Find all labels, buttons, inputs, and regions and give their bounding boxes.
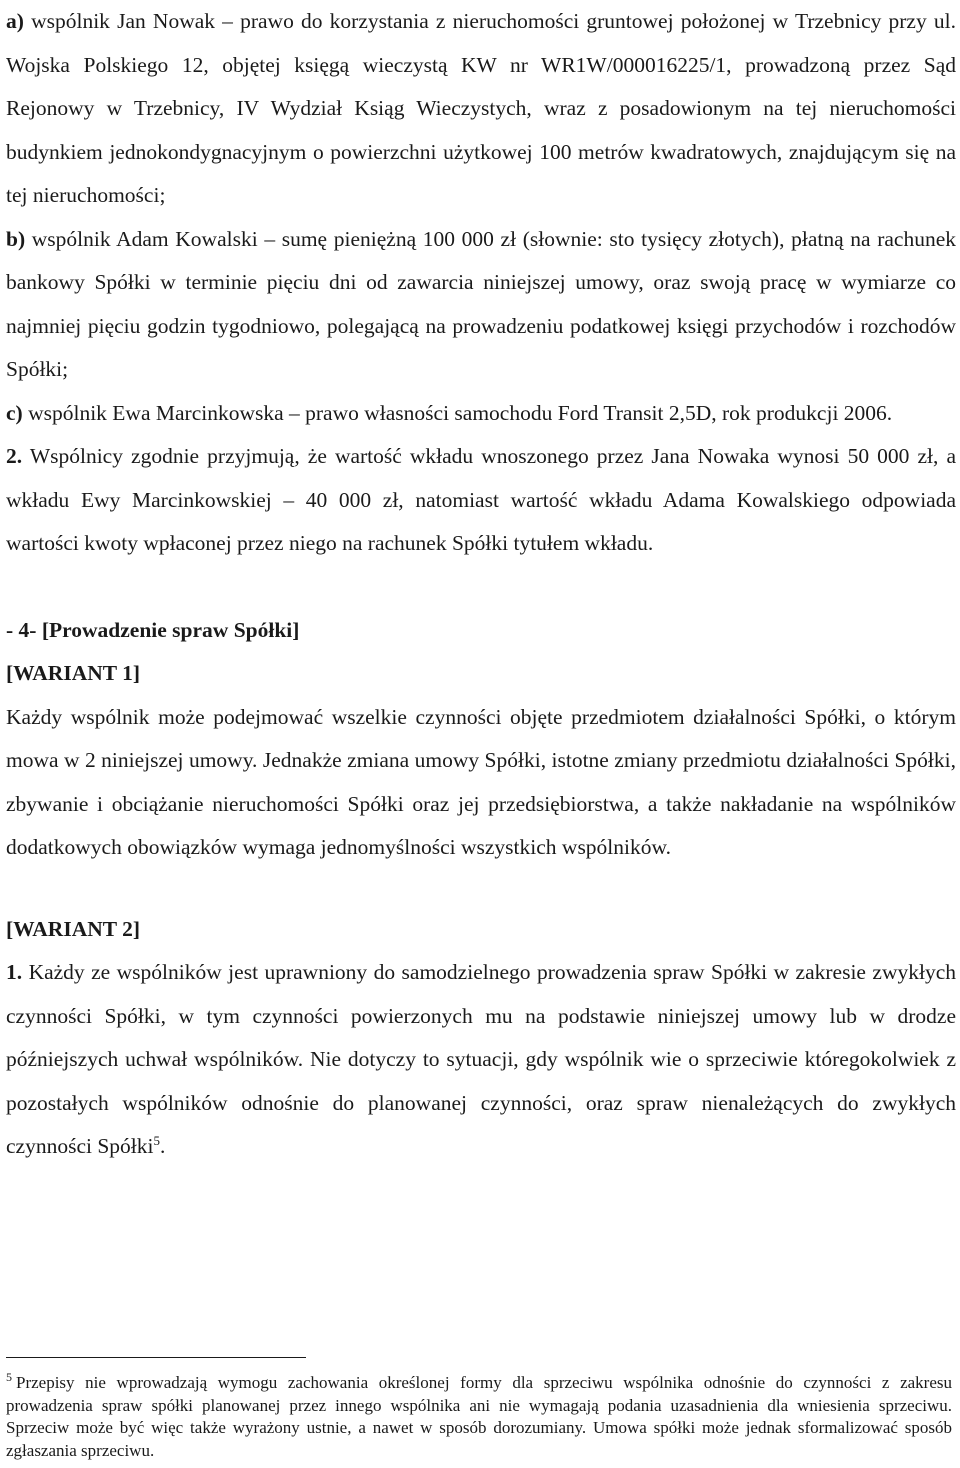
paragraph-a <box>6 0 956 218</box>
footnote-number: 5 <box>6 1370 12 1385</box>
paragraph-2 <box>6 435 956 566</box>
paragraph-b-marker: b) <box>6 226 26 251</box>
document-page <box>6 0 956 1169</box>
variant-2-marker: 1. <box>6 960 23 984</box>
paragraph-c-marker: c) <box>6 400 23 425</box>
paragraph-b <box>6 218 956 392</box>
variant-1-label: [WARIANT 1] <box>6 661 140 685</box>
paragraph-c <box>6 392 956 436</box>
paragraph-b-text: wspólnik Adam Kowalski – sumę pieniężną 100 000 zł (słownie: sto tysięcy złotych), płatną na rachunek bankowy Spółki w terminie pięciu dni od zawarcia niniejszej umowy, oraz swoją pracę w wymiarze co najmniej pięciu godzin tygodniowo, polegającą na prowadzeniu podatkowej księgi przychodów i rozchodów Spółki; <box>6 226 957 381</box>
variant-1-text: Każdy wspólnik może podejmować wszelkie czynności objęte przedmiotem działalności Spółki, o którym mowa w 2 niniejszej umowy. Jednakże zmiana umowy Spółki, istotne zmiany przedmiotu działalności Spółki, zbywanie i obciążanie nieruchomości Spółki oraz jej przedsiębiorstwa, a także nakładanie na wspólników dodatkowych obowiązków wymaga jednomyślności wszystkich wspólników. <box>6 704 956 859</box>
paragraph-2-marker: 2. <box>6 444 23 468</box>
paragraph-a-marker: a) <box>6 9 24 33</box>
paragraph-a-text: wspólnik Jan Nowak – prawo do korzystania z nieruchomości gruntowej położonej w Trzebnicy przy ul. Wojska Polskiego 12, objętej księgą wieczystą KW nr WR1W/000016225/1, prowadzoną przez Sąd Rejonowy w Trzebnicy, IV Wydział Ksiąg Wieczystych, wraz z posadowionym na tej nieruchomości budynkiem jednokondygnacyjnym o powierzchni użytkowej 100 metrów kwadratowych, znajdującym się na tej nieruchomości; <box>6 9 956 207</box>
footnote-text: Przepisy nie wprowadzają wymogu zachowania określonej formy dla sprzeciwu wspólnika odnośnie do czynności z zakresu prowadzenia spraw spółki planowanej przez innego wspólnika ani nie wymagają podania uzasadnienia dla wniesienia sprzeciwu. Sprzeciw może być więc także wyrażony ustnie, a nawet w sposób dorozumiany. Umowa spółki może jednak sformalizować sposób zgłaszania sprzeciwu. <box>6 1373 952 1460</box>
footnote <box>6 1372 952 1462</box>
footnote-separator <box>6 1357 306 1358</box>
footnote-reference[interactable]: 5 <box>153 1132 160 1148</box>
variant-2-label: [WARIANT 2] <box>6 916 140 941</box>
section-spacer <box>6 566 956 609</box>
variant-spacer <box>6 870 956 908</box>
variant-2-text: Każdy ze wspólników jest uprawniony do samodzielnego prowadzenia spraw Spółki w zakresie zwykłych czynności Spółki, w tym czynności powierzonych mu na podstawie niniejszej umowy lub w drodze późniejszych uchwał wspólników. Nie dotyczy to sytuacji, gdy wspólnik wie o sprzeciwie któregokolwiek z pozostałych wspólników odnośnie do planowanej czynności, oraz spraw nienależących do zwykłych czynności Spółki <box>6 960 956 1158</box>
variant-2-end: . <box>160 1134 166 1158</box>
paragraph-c-text: wspólnik Ewa Marcinkowska – prawo własności samochodu Ford Transit 2,5D, rok produkcji 2006. <box>28 400 893 425</box>
variant-2-paragraph <box>6 951 956 1169</box>
section-4-heading: - 4- [Prowadzenie spraw Spółki] <box>6 617 300 642</box>
paragraph-2-text: Wspólnicy zgodnie przyjmują, że wartość wkładu wnoszonego przez Jana Nowaka wynosi 50 000 zł, a wkładu Ewy Marcinkowskiej – 40 000 zł, natomiast wartość wkładu Adama Kowalskiego odpowiada wartości kwoty wpłaconej przez niego na rachunek Spółki tytułem wkładu. <box>6 444 956 555</box>
